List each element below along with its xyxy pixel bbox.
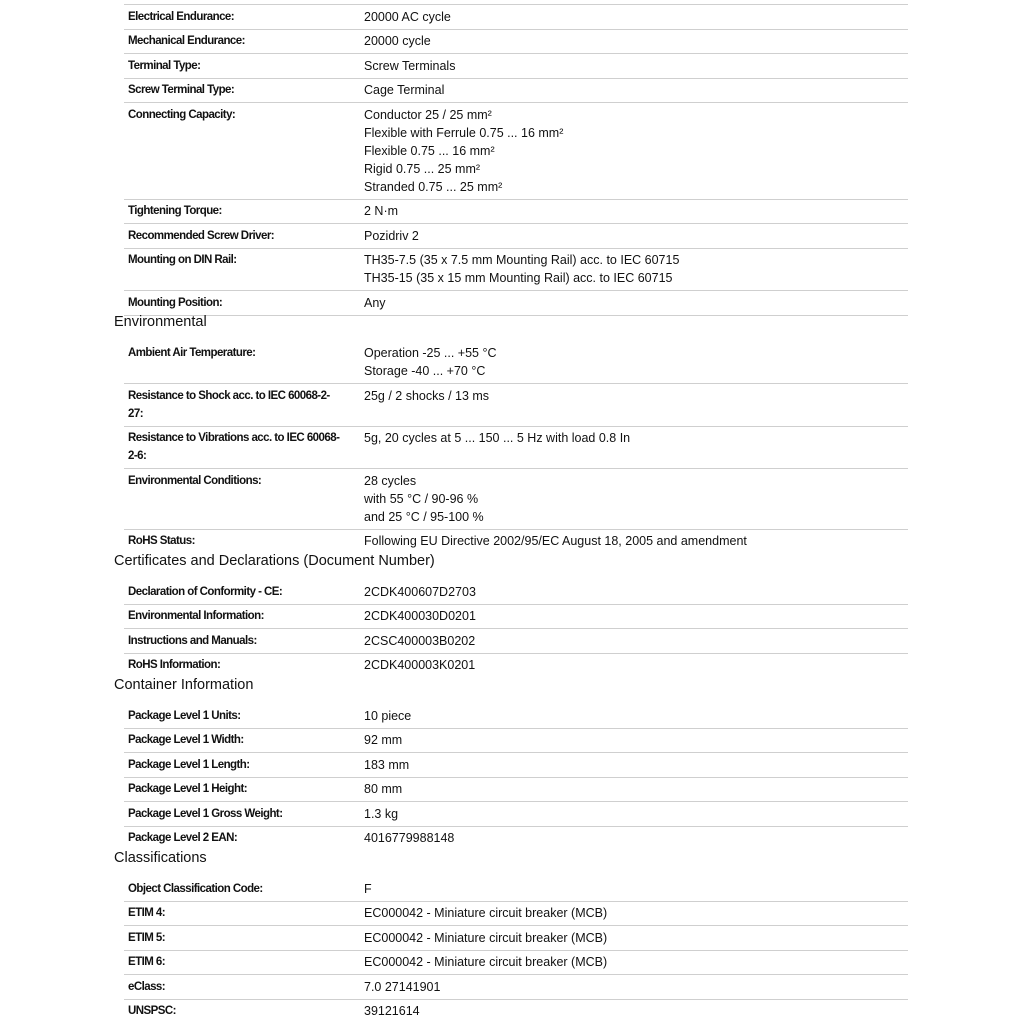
spec-value [364,0,520,1]
spec-label: Resistance to Shock acc. to IEC 60068-2-27: [128,389,330,420]
row-divider [124,29,908,30]
spec-label: Object Classification Code: [128,882,263,895]
spec-value [364,32,431,50]
spec-label: Package Level 1 Gross Weight: [128,807,283,820]
spec-value [364,880,372,898]
row-divider [124,315,908,316]
row-divider [124,653,908,654]
spec-value-line: 2 N·m [364,204,399,218]
spec-value-line: 4016779988148 [364,831,455,845]
spec-value-line: Storage -40 ... +70 °C [364,364,486,378]
row-divider [124,199,908,200]
spec-label [128,0,344,1]
spec-value-line: Flexible with Ferrule 0.75 ... 16 mm² [364,125,564,140]
spec-value [364,583,476,601]
spec-value-line: Screw Terminals [364,58,456,73]
spec-value [364,805,398,823]
row-divider [124,383,908,384]
row-divider [124,604,908,605]
row-divider [124,999,908,1000]
spec-value-line: EC000042 - Miniature circuit breaker (MCB) [364,906,608,920]
spec-label: Recommended Screw Driver: [128,229,275,242]
row-divider [124,628,908,629]
spec-value-line: 25g / 2 shocks / 13 ms [364,388,490,403]
spec-value [364,251,679,287]
spec-value [364,106,563,196]
spec-value-line: 2CDK400003K0201 [364,658,476,672]
spec-value [364,632,475,650]
spec-value-line [364,0,520,1]
spec-value [364,472,484,526]
spec-value [364,607,476,625]
spec-value [364,978,440,996]
row-divider [124,4,908,5]
spec-value-line: Operation -25 ... +55 °C [364,346,497,360]
spec-value-line: TH35-15 (35 x 15 mm Mounting Rail) acc. to IEC 60715 [364,271,673,285]
spec-value [364,829,454,847]
spec-value-line: Any [364,295,386,310]
spec-value-line: Flexible 0.75 ... 16 mm² [364,143,495,158]
spec-value-line: Conductor 25 / 25 mm² [364,107,492,122]
spec-value [364,707,411,725]
spec-label: Package Level 1 Width: [128,734,244,746]
spec-value [364,8,451,26]
spec-value-line: 2CDK400030D0201 [364,609,476,623]
spec-label: Package Level 1 Units: [128,709,241,722]
spec-value-line: EC000042 - Miniature circuit breaker (MCB) [364,955,608,969]
row-divider [124,468,908,469]
spec-value-line: 20000 cycle [364,34,431,48]
spec-value-line: with 55 °C / 90-96 % [364,491,479,506]
row-divider [124,290,908,291]
row-divider [124,728,908,729]
spec-value-line: 28 cycles [364,473,417,488]
spec-value-line: and 25 °C / 95-100 % [364,509,484,524]
spec-value-line: Rigid 0.75 ... 25 mm² [364,161,481,176]
spec-value [364,202,398,220]
spec-value [364,532,747,550]
section-heading: Certificates and Declarations (Document Number) [114,552,435,569]
spec-label: Package Level 1 Length: [128,758,250,771]
spec-value [364,656,475,674]
section-heading: Container Information [114,676,254,693]
spec-value-line: 39121614 [364,1004,420,1018]
spec-value [364,731,402,749]
spec-value-line: 20000 AC cycle [364,9,451,24]
spec-value-line: 10 piece [364,708,412,723]
spec-label: Declaration of Conformity - CE: [128,585,283,598]
spec-value-line: 2CDK400607D2703 [364,584,476,599]
spec-label: Mechanical Endurance: [128,35,245,47]
spec-label: UNSPSC: [128,1005,176,1017]
spec-label: eClass: [128,980,166,993]
spec-value [364,904,607,922]
spec-value-line: 183 mm [364,757,410,772]
row-divider [124,248,908,249]
spec-value [364,429,630,447]
spec-label: Instructions and Manuals: [128,634,257,647]
row-divider [124,78,908,79]
spec-value [364,294,386,312]
row-divider [124,925,908,926]
spec-label: Connecting Capacity: [128,108,236,121]
row-divider [124,53,908,54]
spec-value [364,344,497,380]
spec-value-line: 2CSC400003B0202 [364,633,476,648]
spec-label: Package Level 2 EAN: [128,832,238,844]
spec-value [364,81,444,99]
spec-value [364,780,402,798]
spec-label: Screw Terminal Type: [128,84,235,96]
row-divider [124,777,908,778]
row-divider [124,102,908,103]
spec-value-line: 7.0 27141901 [364,979,441,994]
spec-value-line: TH35-7.5 (35 x 7.5 mm Mounting Rail) acc. to IEC 60715 [364,253,680,267]
spec-value [364,57,455,75]
row-divider [124,826,908,827]
spec-label: Electrical Endurance: [128,10,235,23]
spec-label: ETIM 5: [128,931,166,944]
spec-value [364,387,489,405]
spec-label: RoHS Information: [128,659,221,671]
spec-value-line: 5g, 20 cycles at 5 ... 150 ... 5 Hz with load 0.8 In [364,431,631,445]
spec-label: ETIM 6: [128,956,166,968]
spec-value-line: Following EU Directive 2002/95/EC August 18, 2005 and amendment [364,534,747,548]
row-divider [124,223,908,224]
spec-label: Terminal Type: [128,59,201,72]
spec-label: Environmental Information: [128,610,264,622]
spec-value-line: Cage Terminal [364,83,445,97]
row-divider [124,801,908,802]
row-divider [124,901,908,902]
row-divider [124,529,908,530]
spec-value-line: 92 mm [364,733,403,747]
spec-label: Mounting on DIN Rail: [128,254,237,266]
spec-label: Resistance to Vibrations acc. to IEC 60068-2-6: [128,432,340,462]
spec-label: Tightening Torque: [128,205,222,217]
spec-value [364,929,607,947]
spec-value [364,756,409,774]
spec-value [364,227,419,245]
spec-label: ETIM 4: [128,907,166,919]
row-divider [124,974,908,975]
spec-value-line: 1.3 kg [364,806,399,821]
spec-label: Mounting Position: [128,296,223,309]
spec-value-line: 80 mm [364,782,403,796]
spec-value-line: Pozidriv 2 [364,228,419,243]
spec-value-line: EC000042 - Miniature circuit breaker (MCB) [364,930,608,945]
spec-value-line: F [364,881,372,896]
row-divider [124,950,908,951]
row-divider [124,426,908,427]
spec-value [364,953,607,971]
spec-value [364,1002,420,1020]
spec-label: RoHS Status: [128,535,195,547]
row-divider [124,752,908,753]
spec-label: Package Level 1 Height: [128,783,248,795]
spec-label: Environmental Conditions: [128,474,262,487]
spec-value-line: Stranded 0.75 ... 25 mm² [364,179,503,194]
section-heading: Classifications [114,849,207,866]
spec-label: Ambient Air Temperature: [128,347,256,359]
section-heading: Environmental [114,314,207,330]
